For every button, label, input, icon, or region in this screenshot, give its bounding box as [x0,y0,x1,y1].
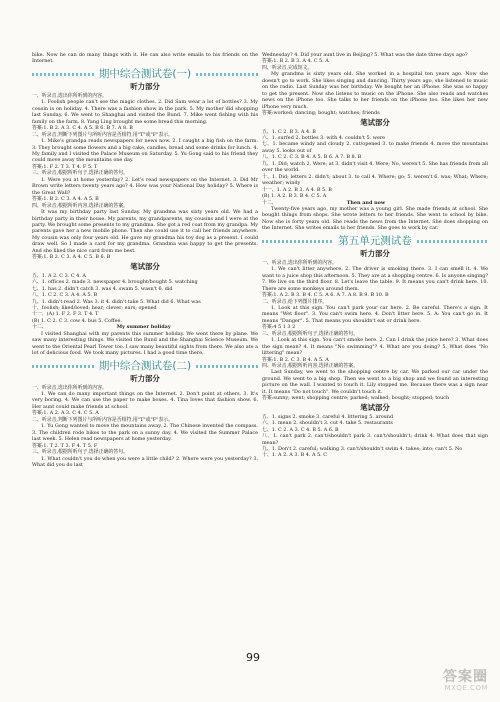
watermark-text: 答案圈 [443,669,488,685]
answer-line: 答案:1. B 2. C 3. A 4. A 5. B [32,196,99,203]
essay-heading: 十二、 My summer holiday [32,324,171,331]
unit5-listening-heading: 听力部分 [360,249,390,259]
answer-line: 答案:worked; dancing; bought; watches; friends [262,110,380,117]
line: 三、听录音,根据所听句子,选择正确的答句。 [32,170,129,177]
right-column [262,52,488,459]
mid2-listening-lines [32,385,258,469]
line: 1. Yu Gong wanted to move the mountains away. 2. The Chinese invented the compass. 3. The children rode bikes to the park on a sunny day. 4. We visited the Summer Palace last week. 5. Helen read newspapers at home yesterday. [32,423,258,443]
answer-line: 答案:1. B 2. A 3. C 4. A 5. B 6. B 7. A 8. B [32,125,133,132]
line: 九、1. Did; watch 2. Were; at 3. didn't visit 4. Were; No, weren't 5. She has friends from all over the world. [262,160,488,174]
line: 六、1. offices 2. made 3. newspaper 4. brought/bought 5. watching [32,279,198,286]
line: My grandma is sixty years old. She worked in a hospital ten years ago. Now she doesn't go to work. She likes singing and dancing. Thirty years ago, she listened to music on the radio. Last Sunday was her birthday. We bought her an iPhone. She was so happy to get the present. Now she listens to music on the iPhone. She also reads and watches news on the iPhone too. She talks to her friends on the iPhone too. She likes her new iPhone very much. [262,71,488,110]
mid1-title: 期中综合测试卷(一) [98,67,192,80]
mid1-written-lines [32,273,258,357]
essay-body: Twenty-five years ago, my mother was a young girl. She made friends at school. She bought things from shops. She wrote letters to her friends. She went to school by bike. Now she is forty years old. She reads the news from the Internet. She does shopping on the Internet. She writes emails to her friends. She goes to work by car. [262,205,488,232]
line: 六、1. mean 2. shouldn't 3. cut 4. take 5. restaurants [262,420,393,427]
line: 二、听录音,判断下列图片与所听内容是否相符,用"T"或"F"表示。 [32,131,174,138]
line: 五、1. A 2. C 3. C 4. A [32,272,86,279]
line: 1. What couldn't you do when you were a little child? 2. Where were you yesterday? 3. What did you do last [32,455,258,469]
line: 1. Look at this sign. You can't smoke here. 2. Can I drink the juice here? 3. What does the sign mean? 4. It means "No swimming"? 4. What are you doing? 5. What does "No littering" mean? [262,337,488,357]
answer-line: 答案:1. A 2. B 3. B 4. C 5. A 6. A 7. A 8. B 9. B 10. B [262,292,389,299]
mid1-written-heading: 笔试部分 [130,262,160,272]
line: 四、听录音,根据所听内容,选择正确的答案。 [32,202,129,209]
line: 十一、1. A 2. B 3. A 4. B 5. B [262,186,332,193]
line: 十、1. Did; letters 2. didn't; about 3. to call 4. Where; go; 5. weren't 6. was; What; Where; weather; windy [262,173,488,187]
line: 1. Look at this sign. You can't park your car here. 2. Be careful. There's a sign. It means "Wet floor". 3. You can't swim here. 4. Don't litter here. 5. A: You can't go in. It means "Danger". 5. That means you shouldn't eat or drink here. [262,304,488,324]
line: 七、1. has 2. didn't catch 3. was 4. swam 5. wasn't 6. did [32,285,173,292]
answer-line: 答案:1. B 2. C 3. A 4. C 5. B 6. B [32,254,111,261]
essay-title: Then and now [346,199,386,206]
line: 1. We can't litter anywhere. 2. The driver is smoking there. 3. I can smell it. 4. We want to a juice shop this afternoon. 5. They are at a shopping centre. 6. Is anyone singing? 7. We live on the third floor. 8. Let's leave the table. 9. It means you can't drink here. 10. There are some monkeys around them. [262,266,488,292]
answer-line: 答案:1. T 2. T 3. F 4. T 5. F [32,442,98,449]
unit5-written-heading: 笔试部分 [360,403,390,413]
line: 七、1. C 2. A 3. C 4. B 5. A 6. B [262,426,339,433]
line: Last Sunday, we went to the shopping centre by car. We parked our car under the ground. We went to a big shop. Then we went to a big shop and we found an interesting picture on the wall. I wanted to touch it. Lily stopped me. Because there was a sign near it. It means "Do not touch". We couldn't touch it. [262,369,488,395]
mid1-listening-heading: 听力部分 [130,82,160,92]
mid2-listening-heading: 听力部分 [130,374,160,384]
line: 1. Mike's grandpa reads newspapers for news now. 2. I caught a big fish on the farm. 3. They brought some flowers and a big cake, candles, bread and some drinks for lunch. 4. My family and I visited the Palace Museum on Saturday. 5. Yu Gong said to his friend they could move away the mountains one day. [32,138,258,164]
answer-line: 答案:4 5 1 3 2 [262,324,296,331]
line: 1. We can do many important things on the Internet. 2. Don't point at others. 3. It's very boring. 4. We can use the paper to make boxes. 4. Tina loves that fashion show. 6. Her aunt could make friends at school. [32,391,258,410]
essay-heading: 十二、 Then and now [262,199,386,206]
line: 十一、(A) 1. F 2. F 3. T 4. T [32,311,99,318]
answer-line: 答案:1. F 2. T 3. T 4. F 5. T [32,163,98,170]
line: 一、听录音,选出你所听到的内容。 [262,259,337,266]
answer-line: 答案:1. B 2. B 3. A 4. C 5. A [262,58,329,65]
mid1-title-band [32,68,258,81]
line: 三、听录音,根据所听句子,选择正确的答句。 [32,449,129,456]
line: 七、1. became windy and cloudy 2. cut/opened 3. to make friends 4. move the mountains away 5. looks out of [262,141,488,154]
line: (B) 1. C 2. C 3. cow 4. bus 5. Coffee. [32,317,122,324]
line: 四、听录音,完成短文。 [262,64,313,71]
line: 八、1. C 2. C 3. A 4. A 5. B [32,292,98,299]
line: 二、听录音,判断下列图片与所听内容是否相符,用"T"或"F"表示。 [32,416,174,423]
line: 四、听录音,根据所听内容,选择正确的答案。 [262,363,359,370]
mid2-written-lines [262,129,488,232]
mid2-title-band [32,360,258,373]
answer-line: 答案:1. A 2. A 3. C 4. C 5. A [32,410,99,417]
line: Wednesday? 4. Did your aunt live in Beijing? 5. What was the date three days ago? [262,52,468,58]
line: 三、听录音,根据所听句子,选择正确的答句。 [262,330,359,337]
line: (B) 1. A 2. B 3. B 4. C 5. A [262,193,327,200]
unit5-title: 第五单元测试卷 [338,234,412,247]
mid1-listening-lines [32,93,258,261]
line: 1. Foolish people can't see the magic clothes. 2. Did Sam wear a lot of bottles? 3. My cousin is on holiday. 4. There was a fashion show in the park. 5. My mother did shopping last Sunday. 6. We went to Shanghai and visited the Bund. 7. Mike went fishing with his family on the farm. 8. Yang Ling brought me some bread this morning. [32,99,258,125]
line: 五、1. C 2. B 3. A 4. B [262,128,316,135]
line: 1. Were you at home yesterday? 2. Let's read newspapers on the Internet. 3. Did Mr Brown write letters twenty years ago? 4. How was your National Day holiday? 5. Where is the Great Wall? [32,176,258,196]
line: 一、听录音,选出你所听到的内容。 [32,92,107,99]
page-number: 99 [246,651,260,664]
mid2-written-heading: 笔试部分 [360,118,390,128]
left-intro: bike. Now he can do many things with it. He can also write emails to his friends on the Internet. [32,52,258,65]
answer-line: 答案:sunny; went; shopping centre; parked; walked; bought; stopped; touch [262,395,450,402]
unit5-listening-lines [262,260,488,402]
line: It was my birthday party last Sunday. My grandma was sixty years old. We had a birthday party in their house. My parents, my grandparents, my cousins and I were at the party. We brought some presents to my grandma. She got a red coat from my grandpa. My parents gave her a new mobile phone. Then she could use it to call her friends anywhere. My cousin was only four years old. He gave my grandma his toy dog as a present. I could draw well. So I made a card for my grandma. Grandma was happy to get the presents. And she liked the nice card from me best. [32,209,258,254]
line: 九、1. Don't 2. careful; walking 3. can't/shouldn't swim 4. takes; into; can't 5. No [262,446,463,453]
watermark-url: MXQE.COM [444,684,488,692]
line: 八、1. C 2. C 3. B 4. A 5. B 6. A 7. B 8. B [262,154,362,161]
line: 九、1. didn't read 2. Was 3. it 4. didn't take 5. What did 6. What was [32,298,201,305]
unit5-title-band [262,235,488,248]
line: 六、1. surfed 2. bottles 3. with 4. couldn't 5. were [262,134,386,141]
left-column [32,52,258,468]
watermark-logo [412,664,492,698]
answer-line: 答案:1. B 2. C 3. B 4. A 5. A [262,356,329,363]
mid2-title: 期中综合测试卷(二) [98,359,192,372]
essay-body: I visited Shanghai with my parents this summer holiday. We went there by plane. We saw many interesting things. We visited the Bund and the Shanghai Science Museum. We went to the Oriental Pearl Tower too. I saw many beautiful sights from there. We also ate a lot of delicious food. We took many pictures. I had a good time there. [32,330,258,357]
line: 五、1. signs 2. smoke 3. careful 4. littering 5. around [262,413,394,420]
unit5-written-lines [262,414,488,459]
line: 十、1. A 2. A 3. B 4. A 5. C [262,452,328,459]
essay-title: My summer holiday [116,324,171,331]
line: 十、foolish; liked/loved; hear; clever; ears; opened [32,304,157,311]
line: 二、听录音,给下列图片排序。 [262,298,328,305]
line: 一、听录音,选出你所听到的内容。 [32,384,107,391]
line: 八、1. can't park 2. can't/shouldn't park 3. can't/shouldn't; drink 4. What does that sign mean? [262,433,488,446]
